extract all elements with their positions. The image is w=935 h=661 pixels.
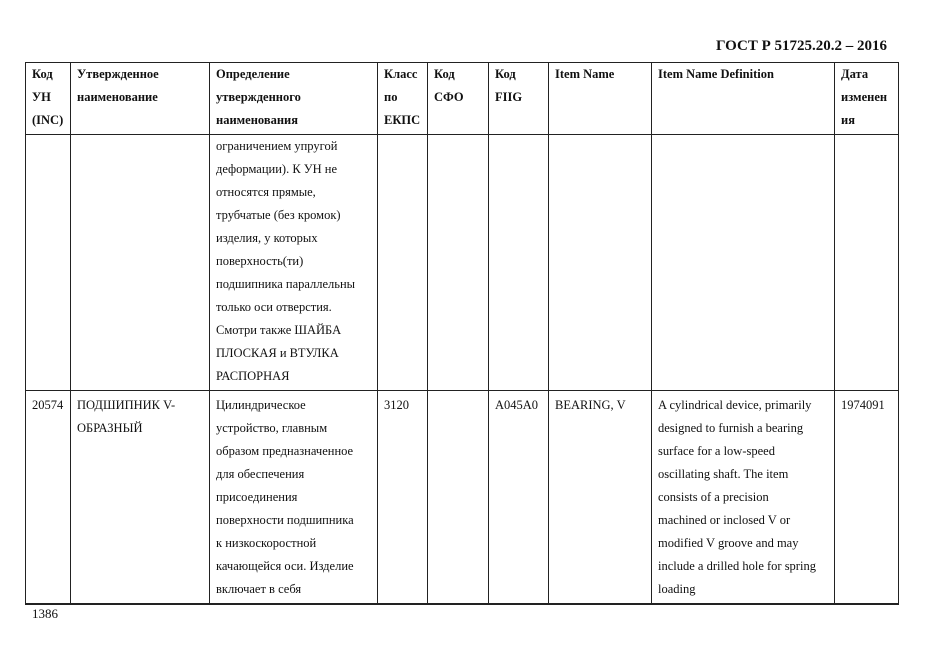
cell-class: 3120	[378, 391, 428, 605]
cell-sfo	[428, 135, 489, 391]
cell-date	[835, 135, 899, 391]
cell-definition: Цилиндрическое устройство, главным образом предназначенное для обеспечения присоединения поверхности подшипника к низкоскоростной качающейся оси. Изделие включает в себя	[210, 391, 378, 605]
cell-name	[71, 135, 210, 391]
cell-name: ПОДШИПНИК V- ОБРАЗНЫЙ	[71, 391, 210, 605]
cell-item-definition	[652, 135, 835, 391]
cell-sfo	[428, 391, 489, 605]
cell-date: 1974091	[835, 391, 899, 605]
cell-fiig: A045A0	[489, 391, 549, 605]
cell-fiig	[489, 135, 549, 391]
cell-item-definition: A cylindrical device, primarily designed to furnish a bearing surface for a low-speed oscillating shaft. The item consists of a precision machined or inclosed V or modified V groove and may include a drilled hole for spring loading	[652, 391, 835, 605]
page-number: 1386	[32, 606, 58, 621]
header-item-name-definition: Item Name Definition	[652, 63, 835, 135]
header-approved-name: Утвержденное наименование	[71, 63, 210, 135]
header-name-definition: Определение утвержденного наименования	[210, 63, 378, 135]
header-ekps-class: Класс по ЕКПС	[378, 63, 428, 135]
cell-code: 20574	[26, 391, 71, 605]
header-item-name: Item Name	[549, 63, 652, 135]
catalog-table	[25, 62, 899, 605]
cell-definition: ограничением упругой деформации). К УН не относятся прямые, трубчатые (без кромок) изделия, у которых поверхность(ти) подшипника параллельны только оси отверстия. Смотри также ШАЙБА ПЛОСКАЯ и ВТУЛКА РАСПОРНАЯ	[210, 135, 378, 391]
header-change-date: Дата изменен ия	[835, 63, 899, 135]
cell-item-name	[549, 135, 652, 391]
cell-class	[378, 135, 428, 391]
document-standard-number: ГОСТ Р 51725.20.2 – 2016	[715, 38, 887, 54]
table-row-entry-20574	[26, 391, 899, 605]
cell-code	[26, 135, 71, 391]
cell-item-name: BEARING, V	[549, 391, 652, 605]
header-inc-code: Код УН (INC)	[26, 63, 71, 135]
table-row-continuation	[26, 135, 899, 391]
header-sfo-code: Код СФО	[428, 63, 489, 135]
table-header-row	[26, 63, 899, 135]
header-fiig-code: Код FIIG	[489, 63, 549, 135]
